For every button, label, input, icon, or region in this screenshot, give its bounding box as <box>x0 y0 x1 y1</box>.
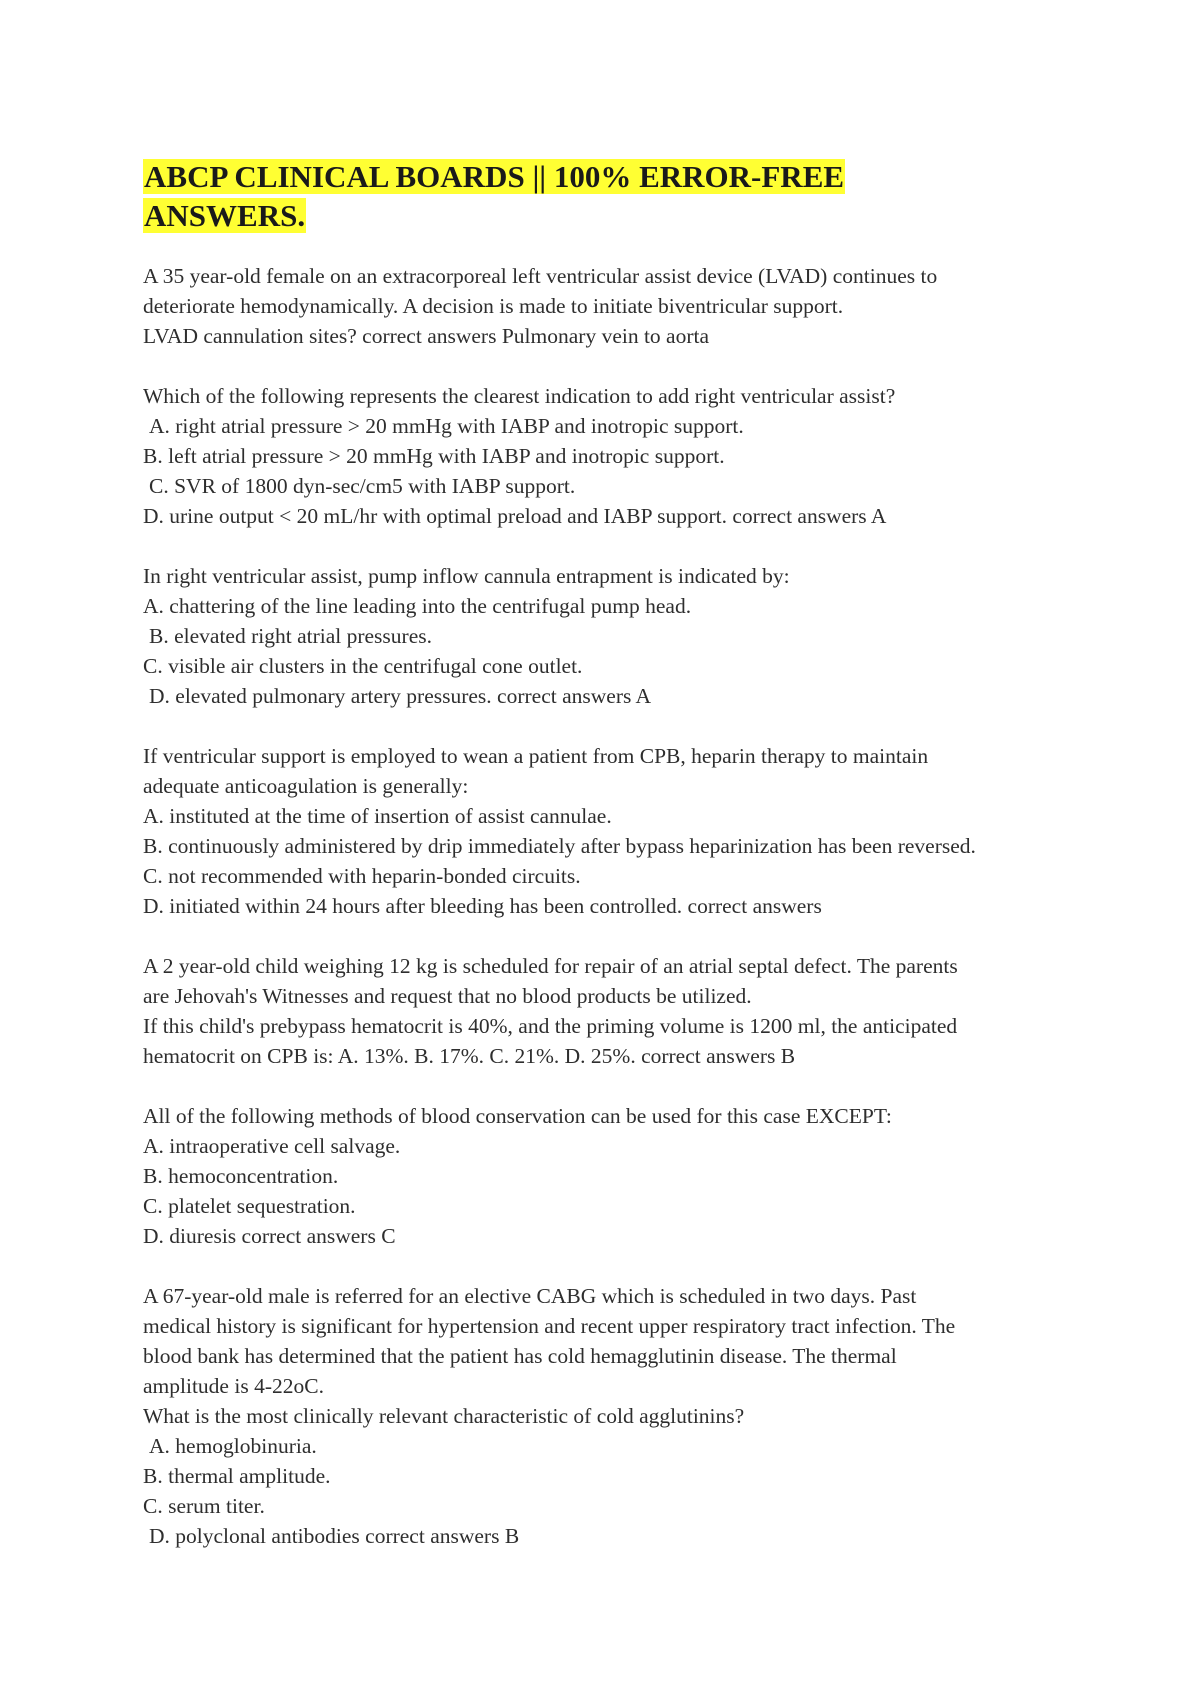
answer-option: B. thermal amplitude. <box>143 1464 331 1488</box>
answer-option: D. urine output < 20 mL/hr with optimal preload and IABP support. correct answers A <box>143 504 887 528</box>
answer-option: A. hemoglobinuria. <box>149 1434 317 1458</box>
question-text: amplitude is 4-22oC. <box>143 1374 324 1398</box>
answer-option: C. platelet sequestration. <box>143 1194 356 1218</box>
answer-option: C. serum titer. <box>143 1494 265 1518</box>
question-text: If ventricular support is employed to wean a patient from CPB, heparin therapy to maintain <box>143 744 929 768</box>
answer-option: D. elevated pulmonary artery pressures. correct answers A <box>149 684 652 708</box>
answer-option: A. intraoperative cell salvage. <box>143 1134 401 1158</box>
answer-option: A. instituted at the time of insertion of assist cannulae. <box>143 804 612 828</box>
answer-option: B. continuously administered by drip immediately after bypass heparinization has been reversed. <box>143 834 976 858</box>
question-text: What is the most clinically relevant characteristic of cold agglutinins? <box>143 1404 745 1428</box>
question-text: In right ventricular assist, pump inflow cannula entrapment is indicated by: <box>143 564 790 588</box>
title-line-2: ANSWERS. <box>144 198 306 233</box>
question-text: medical history is significant for hypertension and recent upper respiratory tract infection. The <box>143 1314 956 1338</box>
answer-option: D. diuresis correct answers C <box>143 1224 396 1248</box>
qa-block-2 <box>143 381 1073 531</box>
qa-block-4 <box>143 741 1073 921</box>
question-text: A 35 year-old female on an extracorporeal left ventricular assist device (LVAD) continues to <box>143 264 938 288</box>
answer-option: B. hemoconcentration. <box>143 1164 339 1188</box>
answer-option: C. visible air clusters in the centrifugal cone outlet. <box>143 654 583 678</box>
question-text: are Jehovah's Witnesses and request that no blood products be utilized. <box>143 984 752 1008</box>
question-text: A 67-year-old male is referred for an elective CABG which is scheduled in two days. Past <box>143 1284 917 1308</box>
question-text: adequate anticoagulation is generally: <box>143 774 469 798</box>
qa-block-7 <box>143 1281 1073 1551</box>
document-content <box>143 157 1073 1581</box>
qa-block-5 <box>143 951 1073 1071</box>
question-text: All of the following methods of blood conservation can be used for this case EXCEPT: <box>143 1104 892 1128</box>
answer-option: A. right atrial pressure > 20 mmHg with IABP and inotropic support. <box>149 414 744 438</box>
question-text: blood bank has determined that the patient has cold hemagglutinin disease. The thermal <box>143 1344 897 1368</box>
answer-option: C. not recommended with heparin-bonded circuits. <box>143 864 581 888</box>
question-answer: hematocrit on CPB is: A. 13%. B. 17%. C. 21%. D. 25%. correct answers B <box>143 1044 796 1068</box>
answer-option: A. chattering of the line leading into the centrifugal pump head. <box>143 594 692 618</box>
title-line-1: ABCP CLINICAL BOARDS || 100% ERROR-FREE <box>144 159 845 194</box>
question-answer: LVAD cannulation sites? correct answers Pulmonary vein to aorta <box>143 324 710 348</box>
qa-block-1 <box>143 261 1073 351</box>
question-text: Which of the following represents the clearest indication to add right ventricular assist? <box>143 384 896 408</box>
answer-option: B. elevated right atrial pressures. <box>149 624 432 648</box>
answer-option: B. left atrial pressure > 20 mmHg with IABP and inotropic support. <box>143 444 725 468</box>
document-title <box>143 157 1073 235</box>
question-text: A 2 year-old child weighing 12 kg is scheduled for repair of an atrial septal defect. The parents <box>143 954 958 978</box>
question-text: If this child's prebypass hematocrit is 40%, and the priming volume is 1200 ml, the anticipated <box>143 1014 958 1038</box>
qa-block-3 <box>143 561 1073 711</box>
answer-option: D. initiated within 24 hours after bleeding has been controlled. correct answers <box>143 894 822 918</box>
answer-option: C. SVR of 1800 dyn-sec/cm5 with IABP support. <box>149 474 576 498</box>
answer-option: D. polyclonal antibodies correct answers B <box>149 1524 520 1548</box>
question-text: deteriorate hemodynamically. A decision is made to initiate biventricular support. <box>143 294 844 318</box>
qa-block-6 <box>143 1101 1073 1251</box>
